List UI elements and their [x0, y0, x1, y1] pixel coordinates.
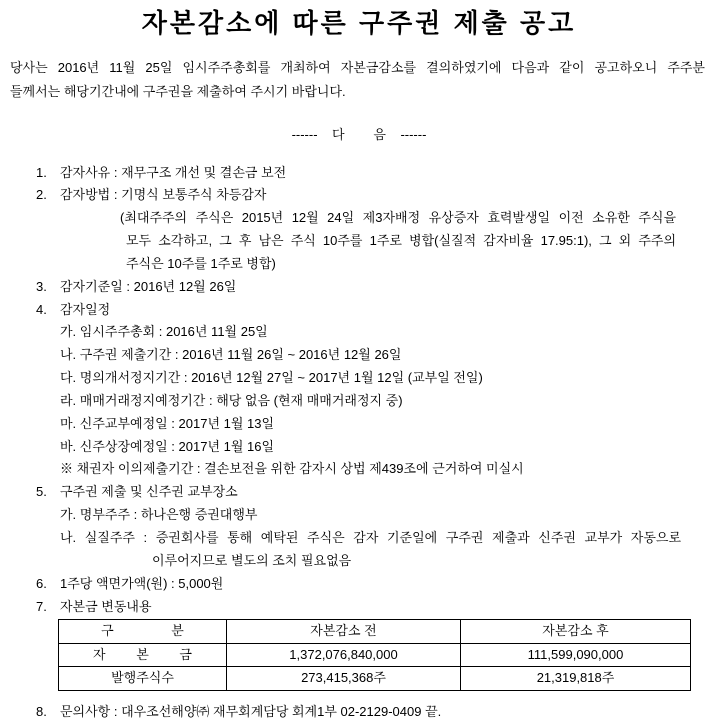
place-item-continuation — [0, 550, 718, 573]
detail-text: (최대주주의 주식은 2015년 12월 24일 제3자배정 유상증자 효력발생일 이전 소유한 주식을 — [120, 210, 676, 226]
item-text: 감자기준일 : 2016년 12월 26일 — [60, 278, 237, 294]
table-header-row — [59, 620, 691, 644]
intro-line: 들께서는 해당기간내에 구주권을 제출하여 주시기 바랍니다. — [10, 84, 346, 99]
schedule-text: 가. 임시주주총회 : 2016년 11월 25일 — [60, 324, 268, 340]
item-6 — [0, 573, 718, 596]
table-header-cell: 자본감소 전 — [227, 620, 461, 644]
schedule-item — [0, 436, 718, 459]
item-4 — [0, 299, 718, 322]
intro-line: 당사는 2016년 11월 25일 임시주주총회를 개최하여 자본금감소를 결의하였기에 다음과 같이 공고하오니 주주분 — [10, 60, 705, 75]
table-row — [59, 667, 691, 691]
schedule-item — [0, 390, 718, 413]
item-number: 8. — [36, 704, 47, 719]
item-number: 5. — [36, 484, 47, 500]
item-7 — [0, 596, 718, 619]
schedule-item — [0, 413, 718, 436]
item-number: 6. — [36, 575, 47, 591]
intro-paragraph — [10, 56, 705, 104]
item-2-detail-line — [0, 230, 718, 253]
item-3 — [0, 276, 718, 299]
item-text: 감자사유 : 재무구조 개선 및 결손금 보전 — [60, 164, 287, 180]
table-cell: 1,372,076,840,000 — [227, 643, 461, 667]
place-text: 나. 실질주주 : 증권회사를 통해 예탁된 주식은 감자 기준일에 구주권 제출과 신주권 교부가 자동으로 — [60, 530, 681, 545]
item-1 — [0, 162, 718, 185]
capital-change-table — [58, 619, 691, 691]
item-text: 문의사항 : 대우조선해양㈜ 재무회계담당 회계1부 02-2129-0409 끝. — [60, 704, 442, 719]
place-item — [0, 527, 718, 550]
table-row — [59, 643, 691, 667]
item-number: 3. — [36, 278, 47, 294]
item-8 — [0, 701, 718, 723]
table-cell: 111,599,090,000 — [461, 643, 691, 667]
item-text: 감자방법 : 기명식 보통주식 차등감자 — [60, 187, 267, 203]
schedule-item — [0, 321, 718, 344]
item-text: 자본금 변동내용 — [60, 598, 152, 614]
item-number: 4. — [36, 301, 47, 317]
item-2-detail-line — [0, 207, 718, 230]
item-5 — [0, 481, 718, 504]
schedule-text: 다. 명의개서정지기간 : 2016년 12월 27일 ~ 2017년 1월 12일 (교부일 전일) — [60, 370, 483, 386]
table-cell: 발행주식수 — [59, 667, 227, 691]
place-text: 이루어지므로 별도의 조치 필요없음 — [152, 552, 352, 568]
schedule-item — [0, 344, 718, 367]
schedule-text: 라. 매매거래정지예정기간 : 해당 없음 (현재 매매거래정지 중) — [60, 392, 403, 408]
item-2-detail-line — [0, 253, 718, 276]
item-number: 1. — [36, 164, 47, 180]
place-text: 가. 명부주주 : 하나은행 증권대행부 — [60, 507, 258, 523]
note-text: ※ 채권자 이의제출기간 : 결손보전을 위한 감자시 상법 제439조에 근거하여 미실시 — [60, 461, 524, 477]
item-number: 2. — [36, 187, 47, 203]
detail-text: 모두 소각하고, 그 후 남은 주식 10주를 1주로 병합(실질적 감자비율 17.95:1), 그 외 주주의 — [126, 233, 676, 249]
schedule-text: 나. 구주권 제출기간 : 2016년 11월 26일 ~ 2016년 12월 26일 — [60, 347, 402, 363]
separator-heading: ------ 다 음 ------ — [291, 127, 427, 142]
schedule-text: 바. 신주상장예정일 : 2017년 1월 16일 — [60, 438, 275, 454]
item-text: 1주당 액면가액(원) : 5,000원 — [60, 575, 224, 591]
item-number: 7. — [36, 598, 47, 614]
table-header-cell: 구 분 — [59, 620, 227, 644]
schedule-item — [0, 367, 718, 390]
page-title: 자본감소에 따른 구주권 제출 공고 — [141, 8, 577, 38]
detail-text: 주식은 10주를 1주로 병합) — [126, 255, 276, 271]
item-text: 감자일정 — [60, 301, 111, 317]
notice-items — [0, 162, 718, 619]
item-text: 구주권 제출 및 신주권 교부장소 — [60, 484, 238, 500]
schedule-text: 마. 신주교부예정일 : 2017년 1월 13일 — [60, 415, 275, 431]
table-cell: 자 본 금 — [59, 643, 227, 667]
schedule-note — [0, 458, 718, 481]
item-2 — [0, 184, 718, 207]
table-cell: 21,319,818주 — [461, 667, 691, 691]
place-item — [0, 504, 718, 527]
table-cell: 273,415,368주 — [227, 667, 461, 691]
table-header-cell: 자본감소 후 — [461, 620, 691, 644]
